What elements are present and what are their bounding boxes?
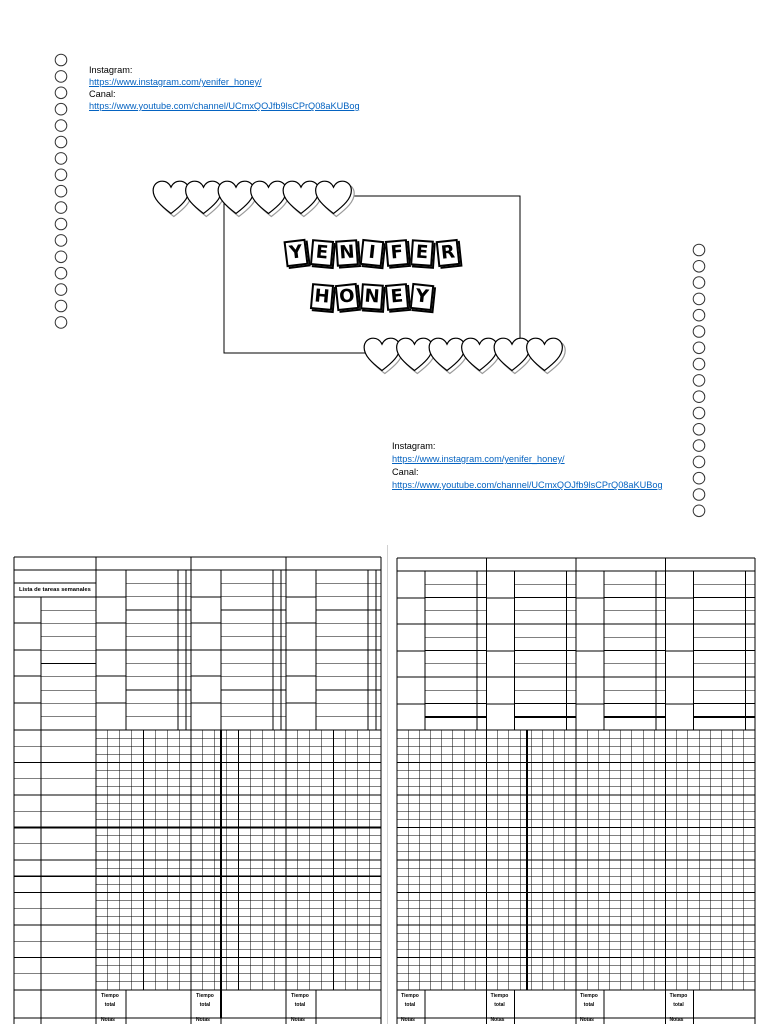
instagram-label: Instagram: <box>392 441 436 451</box>
total-time-label: Tiempo total <box>101 993 119 1008</box>
right-planner-grid <box>390 540 768 1024</box>
heart-icon <box>316 181 355 216</box>
binder-hole-icon <box>55 284 67 296</box>
notes-label: Notas <box>669 1017 684 1023</box>
total-time-label: Tiempo total <box>196 993 214 1008</box>
notes-label: Notas <box>580 1017 594 1023</box>
binder-hole-icon <box>693 309 705 321</box>
instagram-label: Instagram: <box>89 65 133 75</box>
binder-hole-icon <box>55 54 67 66</box>
binder-hole-icon <box>693 277 705 289</box>
binder-hole-icon <box>693 358 705 370</box>
instagram-link[interactable]: https://www.instagram.com/yenifer_honey/ <box>89 77 262 87</box>
binder-hole-icon <box>55 103 67 115</box>
title-letter: H <box>310 283 334 311</box>
title-letter: N <box>335 239 359 266</box>
notes-label: Notas <box>291 1017 305 1023</box>
title-letter: I <box>360 239 385 267</box>
instagram-link-row <box>392 453 663 466</box>
total-time-label: Tiempo total <box>401 993 419 1008</box>
channel-link[interactable]: https://www.youtube.com/channel/UCmxQOJfb9lsCPrQ08aKUBog <box>392 480 663 490</box>
binder-hole-icon <box>693 424 705 436</box>
title-letter: E <box>310 239 334 267</box>
binder-hole-icon <box>55 317 67 329</box>
title-letter: Y <box>284 239 309 267</box>
binder-hole-icon <box>55 120 67 132</box>
binder-hole-icon <box>55 218 67 230</box>
binder-hole-icon <box>693 293 705 305</box>
binder-hole-icon <box>693 261 705 273</box>
binder-hole-icon <box>55 87 67 99</box>
channel-link-row <box>392 479 663 492</box>
total-time-label: Tiempo total <box>580 993 598 1008</box>
binder-hole-icon <box>55 136 67 148</box>
title-letter: E <box>410 239 434 266</box>
title-letter: R <box>435 239 460 267</box>
title-letter: E <box>385 283 409 311</box>
channel-label: Canal: <box>392 467 419 477</box>
binder-hole-icon <box>55 267 67 279</box>
binder-hole-icon <box>55 71 67 83</box>
notes-label: Notas <box>196 1017 210 1023</box>
title-frame <box>224 196 520 353</box>
binder-hole-icon <box>55 300 67 312</box>
notes-label: Notas <box>101 1017 115 1023</box>
binder-hole-icon <box>693 342 705 354</box>
binder-hole-icon <box>55 251 67 263</box>
contact-links-top <box>89 64 360 112</box>
channel-link[interactable]: https://www.youtube.com/channel/UCmxQOJfb9lsCPrQ08aKUBog <box>89 101 360 111</box>
heart-icon <box>527 338 566 373</box>
binder-hole-icon <box>693 456 705 468</box>
total-time-label: Tiempo total <box>490 993 509 1008</box>
instagram-link[interactable]: https://www.instagram.com/yenifer_honey/ <box>392 454 565 464</box>
binder-hole-icon <box>693 391 705 403</box>
binder-hole-icon <box>55 202 67 214</box>
binder-hole-icon <box>693 375 705 387</box>
binder-hole-icon <box>55 235 67 247</box>
binder-hole-icon <box>693 472 705 484</box>
binder-hole-icon <box>693 489 705 501</box>
contact-links-bottom <box>392 440 663 492</box>
binder-hole-icon <box>693 440 705 452</box>
instagram-link-row <box>89 76 360 88</box>
binder-hole-icon <box>55 185 67 197</box>
cover-title-line-1 <box>224 240 520 266</box>
notes-label: Notas <box>490 1017 505 1023</box>
binder-hole-icon <box>693 244 705 256</box>
title-letter: O <box>335 283 360 311</box>
binder-hole-icon <box>693 505 705 517</box>
cover-title-line-2 <box>224 284 520 310</box>
title-letter: N <box>360 283 384 310</box>
binder-hole-icon <box>55 169 67 181</box>
channel-label: Canal: <box>89 89 116 99</box>
title-letter: F <box>385 239 409 267</box>
left-planner-grid <box>0 540 390 1024</box>
page-divider <box>387 545 388 1024</box>
binder-hole-icon <box>693 326 705 338</box>
title-letter: Y <box>410 283 435 311</box>
binder-hole-icon <box>693 407 705 419</box>
binder-hole-icon <box>55 153 67 165</box>
task-list-title: Lista de tareas semanales <box>19 586 91 593</box>
channel-link-row <box>89 100 360 112</box>
total-time-label: Tiempo total <box>669 993 688 1008</box>
notes-label: Notas <box>401 1017 415 1023</box>
total-time-label: Tiempo total <box>291 993 309 1008</box>
